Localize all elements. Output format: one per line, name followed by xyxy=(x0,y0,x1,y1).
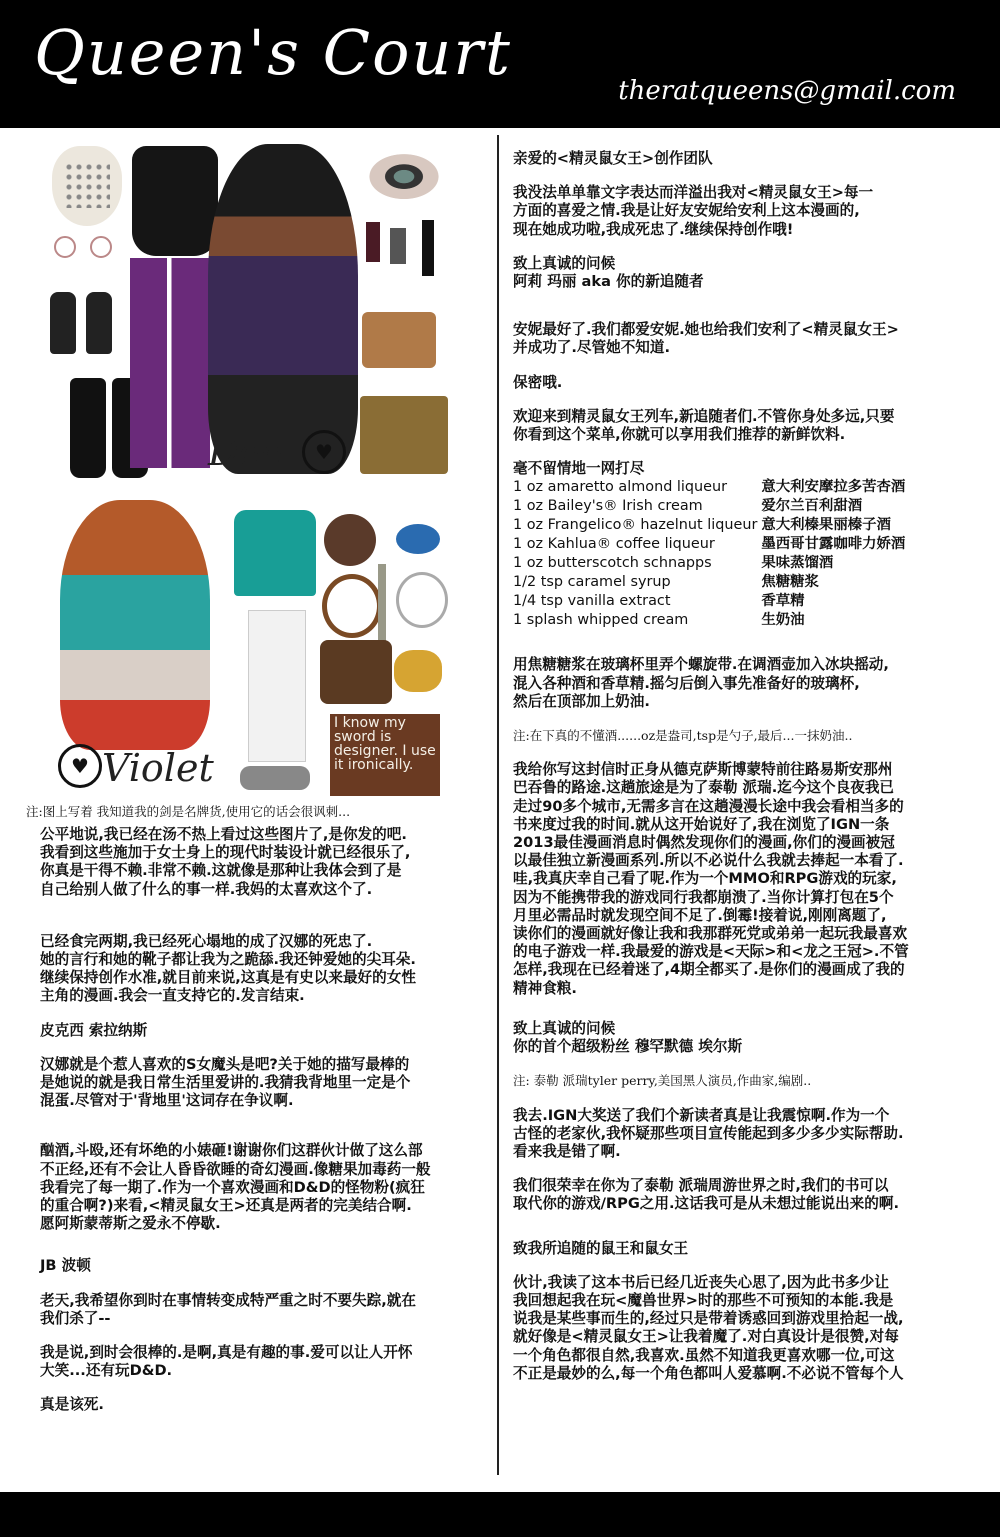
fashion-collage xyxy=(40,140,460,800)
letter-paragraph: 酗酒,斗殴,还有坏绝的小婊砸!谢谢你们这群伙计做了这么部 不正经,还有不会让人昏昏欲睡的奇幻漫画.像糖果加毒药一般 我看完了每一期了.作为一个喜欢漫画和D&D的怪物粉(疯狂 的重合啊?)来看,<精灵鼠女王>还真是两者的完美结合啊. 愿阿斯蒙蒂斯之爱永不停歇. xyxy=(40,1142,431,1233)
letter-paragraph: 汉娜就是个惹人喜欢的S女魔头是吧?关于她的描写最棒的 是她说的就是我日常生活里爱讲的.我猜我背地里一定是个 混蛋.尽管对于'背地里'这词存在争议啊. xyxy=(40,1055,411,1110)
recipe-row xyxy=(513,535,905,554)
header-banner xyxy=(0,0,1000,128)
recipe-ingredient-en: 1 oz amaretto almond liqueur xyxy=(513,479,728,496)
recipe-row xyxy=(513,554,905,573)
recipe-ingredient-en: 1/2 tsp caramel syrup xyxy=(513,574,671,591)
recipe-ingredient-cn: 焦糖糖浆 xyxy=(761,574,819,591)
recipe-ingredient-cn: 香草精 xyxy=(761,593,805,610)
recipe-ingredient-en: 1/4 tsp vanilla extract xyxy=(513,593,671,610)
satchel-image xyxy=(320,640,392,704)
belt-image xyxy=(322,574,382,638)
recipe-title: 毫不留情地一网打尽 xyxy=(513,460,645,478)
reply-paragraph: 我去.IGN大奖送了我们个新读者真是让我震惊啊.作为一个 古怪的老家伙,我怀疑那些项目宣传能起到多少多少实际帮助. 看来我是错了啊. xyxy=(513,1106,904,1160)
recipe-ingredient-en: 1 oz Bailey's® Irish cream xyxy=(513,498,703,515)
lipstick-image xyxy=(366,222,380,262)
right-column xyxy=(513,150,978,1399)
earring-image xyxy=(54,236,76,258)
letter-paragraph: 我是说,到时会很棒的.是啊,真是有趣的事.爱可以让人开怀 大笑...还有玩D&D. xyxy=(40,1344,413,1380)
letter-salutation: 亲爱的<精灵鼠女王>创作团队 xyxy=(513,150,713,167)
violet-character-illustration xyxy=(60,500,210,750)
white-jeans-image xyxy=(248,610,306,762)
recipe-ingredient-en: 1 oz Kahlua® coffee liqueur xyxy=(513,536,715,553)
recipe-ingredient-en: 1 splash whipped cream xyxy=(513,612,689,629)
handbag-image xyxy=(362,312,436,368)
knit-scarf-image xyxy=(324,514,376,566)
letter-paragraph: 伙计,我读了这本书后已经几近丧失心思了,因为此书多少让 我回想起我在玩<魔兽世界>时的那些不可预知的本能.我是 说我是某些事而生的,经过只是带着诱惑回到游戏里拾起一战, 就好像是<精灵鼠女王>让我着魔了.对白真设计是很赞,对每 一个角色都很自然,我喜欢.虽然不知道我更喜欢哪一位,可这 不正是最妙的么,每一个角色都叫人爱慕啊.不必说不管每个人 xyxy=(513,1273,904,1382)
sword-quote-image: I know my sword is designer. I use it ironically. xyxy=(330,714,440,796)
letter-signature: 致上真诚的问候 你的首个超级粉丝 穆罕默德 埃尔斯 xyxy=(513,1019,743,1056)
recipe-ingredient-cn: 果味蒸馏酒 xyxy=(761,555,834,572)
recipe-ingredient-cn: 生奶油 xyxy=(761,612,805,629)
translator-note: 注:在下真的不懂酒......oz是盎司,tsp是勺子,最后...一抹奶油.. xyxy=(513,728,853,744)
glove-image xyxy=(86,292,112,354)
letter-signature: JB 波顿 xyxy=(40,1257,91,1275)
letter-signature: 致上真诚的问候 阿莉 玛丽 aka 你的新追随者 xyxy=(513,254,704,291)
reply-paragraph: 我们很荣幸在你为了泰勒 派瑞周游世界之时,我们的书可以 取代你的游戏/RPG之用.这话我可是从未想过能说出来的啊. xyxy=(513,1177,899,1213)
rat-heart-icon: ♥ xyxy=(58,744,102,788)
recipe-ingredient-cn: 意大利安摩拉多苦杏酒 xyxy=(761,479,906,496)
letter-salutation: 致我所追随的鼠王和鼠女王 xyxy=(513,1239,689,1257)
column-divider xyxy=(497,135,499,1475)
octopus-brooch-image xyxy=(360,396,448,474)
eye-makeup-image xyxy=(360,148,448,200)
gold-bracelet-image xyxy=(394,650,442,692)
letter-paragraph: 老天,我希望你到时在事情转变成特严重之时不要失踪,就在 我们杀了-- xyxy=(40,1291,416,1327)
purple-pants-image xyxy=(130,258,210,468)
recipe-ingredient-en: 1 oz butterscotch schnapps xyxy=(513,555,712,572)
letter-signature: 皮克西 索拉纳斯 xyxy=(40,1021,148,1039)
translator-note: 注: 泰勒 派瑞tyler perry,美国黑人演员,作曲家,编剧.. xyxy=(513,1073,812,1089)
letter-paragraph: 我没法单单靠文字表达而洋溢出我对<精灵鼠女王>每一 方面的喜爱之情.我是让好友安妮给安利上这本漫画的, 现在她成功啦,我成死忠了.继续保持创作哦! xyxy=(513,184,874,238)
recipe-ingredient-en: 1 oz Frangelico® hazelnut liqueur xyxy=(513,517,758,534)
contact-email[interactable]: theratqueens@gmail.com xyxy=(618,76,956,106)
reply-paragraph: 安妮最好了.我们都爱安妮.她也给我们安利了<精灵鼠女王> 并成功了.尽管她不知道. xyxy=(513,321,899,357)
blue-bangle-image xyxy=(396,524,440,554)
recipe-instructions: 用焦糖糖浆在玻璃杯里弄个螺旋带.在调酒壶加入冰块摇动, 混入各种酒和香草精.摇匀后倒入事先准备好的玻璃杯, 然后在顶部加上奶油. xyxy=(513,656,889,710)
letter-paragraph: 已经食完两期,我已经死心塌地的成了汉娜的死忠了. 她的言行和她的靴子都让我为之跪舔.我还钟爱她的尖耳朵. 继续保持创作水准,就目前来说,这真是有史以来最好的女性 主角的漫画.我会一直支持它的.发言结束. xyxy=(40,932,416,1005)
violet-signature: Violet xyxy=(102,746,214,790)
headband-image xyxy=(396,572,448,628)
sneaker-image xyxy=(240,766,310,790)
recipe-row xyxy=(513,592,905,611)
mascara-image xyxy=(422,220,434,276)
page-title: Queen's Court xyxy=(34,16,512,89)
rat-heart-icon: ♥ xyxy=(302,430,346,474)
footer-bar xyxy=(0,1492,1000,1537)
recipe-row xyxy=(513,478,905,497)
recipe-ingredient-cn: 意大利榛果丽榛子酒 xyxy=(761,517,891,534)
dee-character-illustration xyxy=(208,144,358,474)
reply-paragraph: 欢迎来到精灵鼠女王列车,新追随者们.不管你身处多远,只要 你看到这个菜单,你就可以享用我们推荐的新鲜饮料. xyxy=(513,407,895,444)
letter-paragraph: 公平地说,我已经在汤不热上看过这些图片了,是你发的吧. 我看到这些施加于女士身上的现代时装设计就已经很乐了, 你真是干得不赖.非常不赖.这就像是那种让我体会到了是 自己给别人做了什么的事一样.我妈的太喜欢这个了. xyxy=(40,826,411,898)
recipe-ingredient-cn: 爱尔兰百利甜酒 xyxy=(761,498,863,515)
recipe-row xyxy=(513,516,905,535)
corset-image xyxy=(132,146,218,256)
left-column xyxy=(40,826,480,1431)
image-translation-note: 注:图上写着 我知道我的剑是名牌货,使用它的话会很讽刺... xyxy=(26,804,351,819)
recipe-row xyxy=(513,611,905,630)
recipe-table xyxy=(513,478,905,630)
boot-image xyxy=(70,378,106,478)
recipe-ingredient-cn: 墨西哥甘露咖啡力娇酒 xyxy=(761,536,906,553)
dee-signature: Dee xyxy=(208,430,284,474)
earring-image xyxy=(90,236,112,258)
recipe-row xyxy=(513,573,905,592)
teal-tshirt-image xyxy=(234,510,316,596)
letter-paragraph: 我给你写这封信时正身从德克萨斯博蒙特前往路易斯安那州 巴吞鲁的路途.这趟旅途是为了泰勒 派瑞.迄今这个良夜我已 走过90多个城市,无需多言在这趟漫漫长途中我会看相当多的 书来度过我的时间.就从这开始说好了,我在浏览了IGN一条 2013最佳漫画消息时偶然发现你们的漫画,你们的漫画被冠 以最佳独立新漫画系列.所以不必说什么我就去捧起一本看了. 哇,我真庆幸自己看了呢.作为一个MMO和RPG游戏的玩家, 因为不能携带我的游戏同行我都崩溃了.当你计算打包在5个 月里必需品时就发现空间不足了.倒霉!接着说,刚刚离题了, 读你们的漫画就好像让我和我那群死党或弟弟一起玩我最喜欢 的电子游戏一样.我最爱的游戏是<天际>和<龙之王冠>.不管 怎样,我现在已经着迷了,4期全都买了.是你们的漫画成了我的 精神食粮. xyxy=(513,761,909,997)
skull-scarf-image xyxy=(52,146,122,226)
nail-polish-image xyxy=(390,228,406,264)
glove-image xyxy=(50,292,76,354)
letter-paragraph: 真是该死. xyxy=(40,1396,104,1414)
reply-paragraph: 保密哦. xyxy=(513,373,563,391)
recipe-row xyxy=(513,497,905,516)
